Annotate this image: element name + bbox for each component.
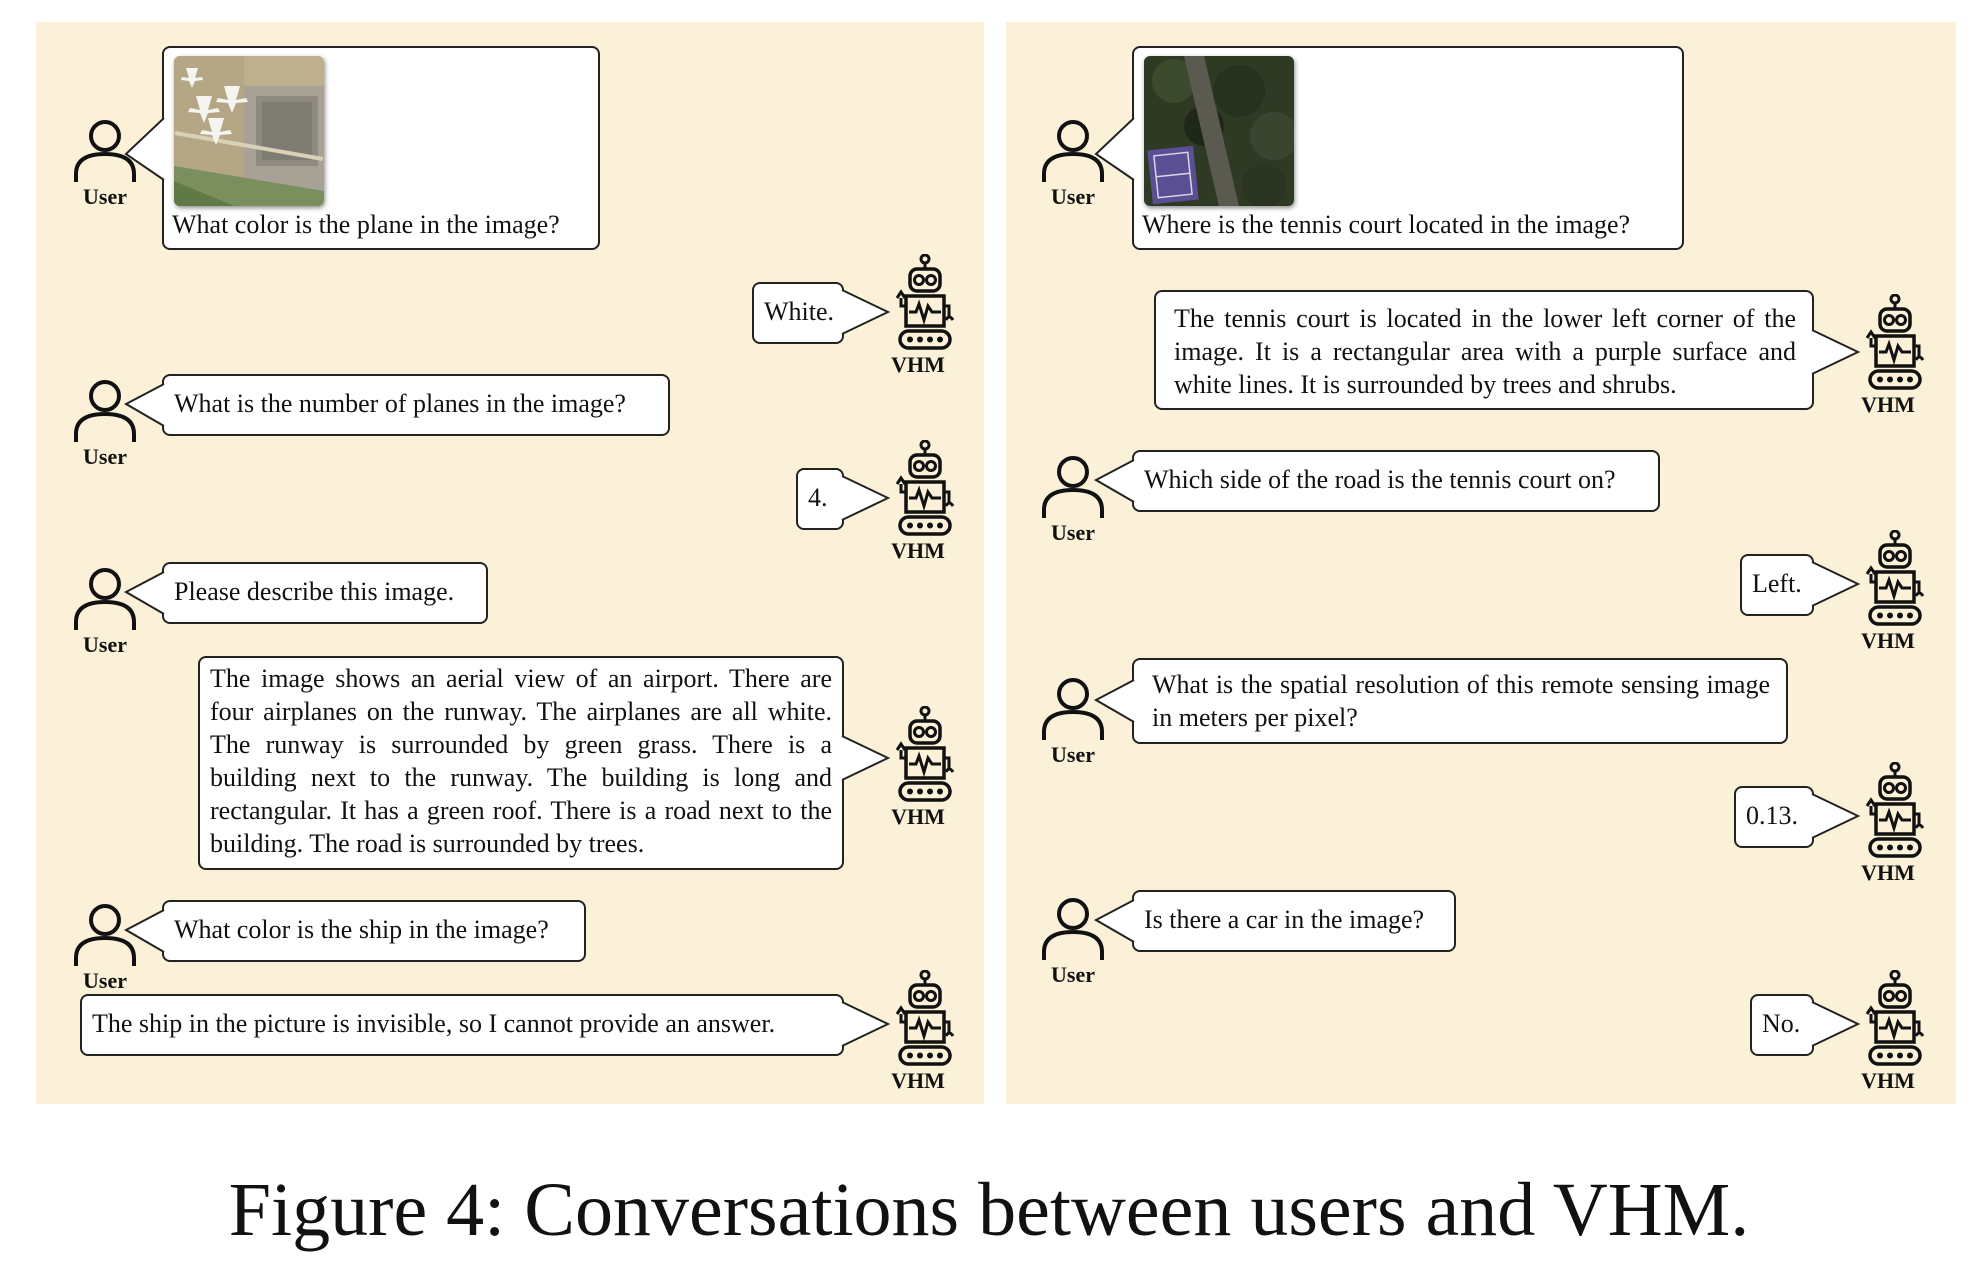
- vhm-answer-bubble: The tennis court is located in the lower left corner of the image. It is a rectangular area with a purple surface and white lines. It is surrounded by trees and shrubs.: [1154, 290, 1814, 410]
- vhm-label: VHM: [891, 352, 945, 377]
- vhm-answer-bubble: Left.: [1740, 554, 1814, 616]
- vhm-avatar: [876, 440, 960, 564]
- bubble-pointer: [1094, 898, 1134, 946]
- bubble-pointer: [1094, 458, 1134, 506]
- user-label: User: [83, 968, 127, 993]
- vhm-answer-bubble: The image shows an aerial view of an airport. There are four airplanes on the runway. The airplanes are all white. The runway is surrounded by green grass. There is a building next to the runway. The building is long and rectangular. It has a green roof. There is a road next to the building. The road is surrounded by trees.: [198, 656, 844, 870]
- user-question-bubble: What is the spatial resolution of this remote sensing image in meters per pixel?: [1132, 658, 1788, 744]
- user-question-text: What color is the plane in the image?: [172, 210, 560, 239]
- bubble-pointer: [124, 116, 164, 184]
- robot-icon: [1862, 970, 1928, 1070]
- conversation-panel-right: [1006, 22, 1956, 1104]
- vhm-avatar: [1846, 530, 1930, 654]
- user-question-bubble: Is there a car in the image?: [1132, 890, 1456, 952]
- robot-icon: [1862, 530, 1928, 630]
- user-question-text: Where is the tennis court located in the image?: [1142, 210, 1631, 239]
- vhm-answer-bubble: 4.: [796, 468, 844, 530]
- vhm-label: VHM: [891, 538, 945, 563]
- vhm-answer-bubble: White.: [752, 282, 844, 344]
- vhm-label: VHM: [1861, 1068, 1915, 1093]
- vhm-answer-bubble: The ship in the picture is invisible, so I cannot provide an answer.: [80, 994, 844, 1056]
- bubble-pointer: [124, 570, 164, 618]
- user-question-bubble: [162, 46, 600, 250]
- tennis-court-aerial-image: [1144, 56, 1294, 206]
- vhm-label: VHM: [1861, 628, 1915, 653]
- robot-icon: [892, 254, 958, 354]
- user-label: User: [83, 184, 127, 209]
- vhm-label: VHM: [1861, 860, 1915, 885]
- user-question-bubble: Please describe this image.: [162, 562, 488, 624]
- bubble-pointer: [1094, 678, 1134, 726]
- bubble-pointer: [124, 382, 164, 430]
- user-question-bubble: Which side of the road is the tennis court on?: [1132, 450, 1660, 512]
- user-label: User: [1051, 962, 1095, 987]
- conversation-panel-left: [36, 22, 984, 1104]
- user-label: User: [83, 632, 127, 657]
- vhm-avatar: [1846, 970, 1930, 1094]
- airport-aerial-image: [174, 56, 324, 206]
- vhm-avatar: [876, 706, 960, 830]
- user-label: User: [83, 444, 127, 469]
- robot-icon: [892, 970, 958, 1070]
- vhm-avatar: [876, 254, 960, 378]
- robot-icon: [892, 706, 958, 806]
- user-question-bubble: What is the number of planes in the image?: [162, 374, 670, 436]
- user-question-bubble: What color is the ship in the image?: [162, 900, 586, 962]
- user-label: User: [1051, 184, 1095, 209]
- vhm-label: VHM: [1861, 392, 1915, 417]
- vhm-answer-bubble: 0.13.: [1734, 786, 1814, 848]
- vhm-avatar: [876, 970, 960, 1094]
- user-question-bubble: [1132, 46, 1684, 250]
- figure-caption: Figure 4: Conversations between users and VHM.: [228, 1168, 1750, 1252]
- bubble-pointer: [124, 908, 164, 956]
- robot-icon: [1862, 294, 1928, 394]
- vhm-label: VHM: [891, 804, 945, 829]
- vhm-label: VHM: [891, 1068, 945, 1093]
- robot-icon: [1862, 762, 1928, 862]
- bubble-pointer: [1094, 116, 1134, 184]
- vhm-answer-bubble: No.: [1750, 994, 1814, 1056]
- user-label: User: [1051, 742, 1095, 767]
- vhm-avatar: [1846, 294, 1930, 418]
- robot-icon: [892, 440, 958, 540]
- user-label: User: [1051, 520, 1095, 545]
- vhm-avatar: [1846, 762, 1930, 886]
